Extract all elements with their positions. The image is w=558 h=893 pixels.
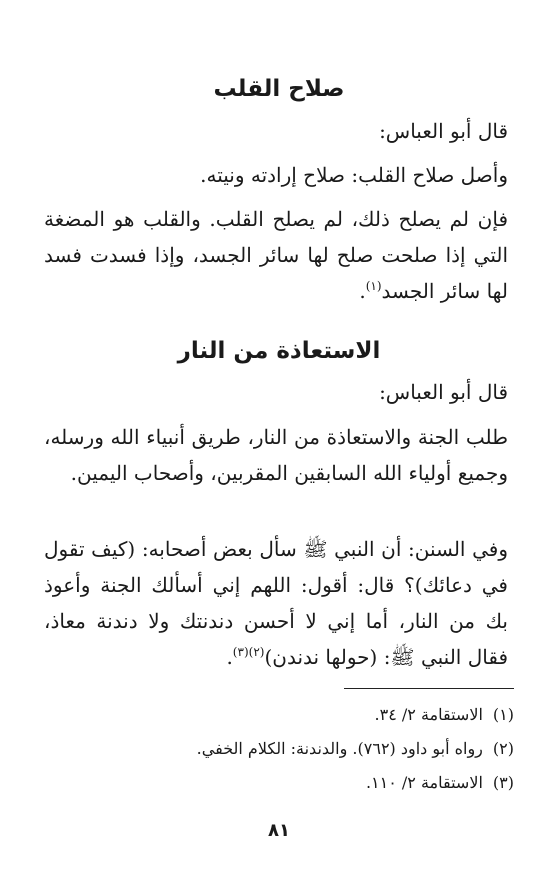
paragraph: وأصل صلاح القلب: صلاح إرادته ونيته.: [200, 163, 508, 187]
paragraph: [44, 531, 508, 675]
paragraph: قال أبو العباس:: [379, 380, 508, 404]
paragraph: طلب الجنة والاستعاذة من النار، طريق أنبياء الله ورسله، وجميع أولياء الله السابقين المقربين، وأصحاب اليمين.: [44, 425, 508, 485]
paragraph: قال أبو العباس:: [379, 119, 508, 143]
section-heading: صلاح القلب: [213, 76, 345, 102]
paragraph-end: .: [359, 279, 366, 303]
footnote: [44, 703, 514, 727]
paragraph-text: فإن لم يصلح ذلك، لم يصلح القلب. والقلب هو المضغة التي إذا صلحت صلح لها سائر الجسد، وإذا فسدت فسد لها سائر الجسد: [44, 207, 509, 303]
section-heading: الاستعاذة من النار: [177, 338, 381, 364]
footnote-number: (٢): [492, 739, 514, 758]
page-number: ٨١: [268, 820, 290, 841]
footnote-marker: (١): [365, 279, 382, 293]
footnote: [44, 771, 514, 795]
footnote-number: (١): [492, 705, 514, 724]
paragraph-end: .: [226, 645, 233, 669]
footnote-text: رواه أبو داود (٧٦٢). والدندنة: الكلام الخفي.: [196, 739, 483, 758]
footnote-text: الاستقامة ٢/ ٣٤.: [374, 705, 483, 724]
footnote: [44, 737, 514, 761]
paragraph-text: وفي السنن: أن النبي ﷺ سأل بعض أصحابه: (كيف تقول في دعائك)؟ قال: أقول: اللهم إني أسألك الجنة وأعوذ بك من النار، أما إني لا أحسن دندنتك ولا دندنة معاذ، فقال النبي ﷺ: (حولها ندندن): [44, 537, 508, 669]
footnote-number: (٣): [492, 773, 514, 792]
paragraph: [44, 201, 508, 309]
footnote-divider: [344, 688, 514, 689]
footnote-text: الاستقامة ٢/ ١١٠.: [365, 773, 483, 792]
footnote-marker: (٢)(٣): [232, 645, 265, 659]
